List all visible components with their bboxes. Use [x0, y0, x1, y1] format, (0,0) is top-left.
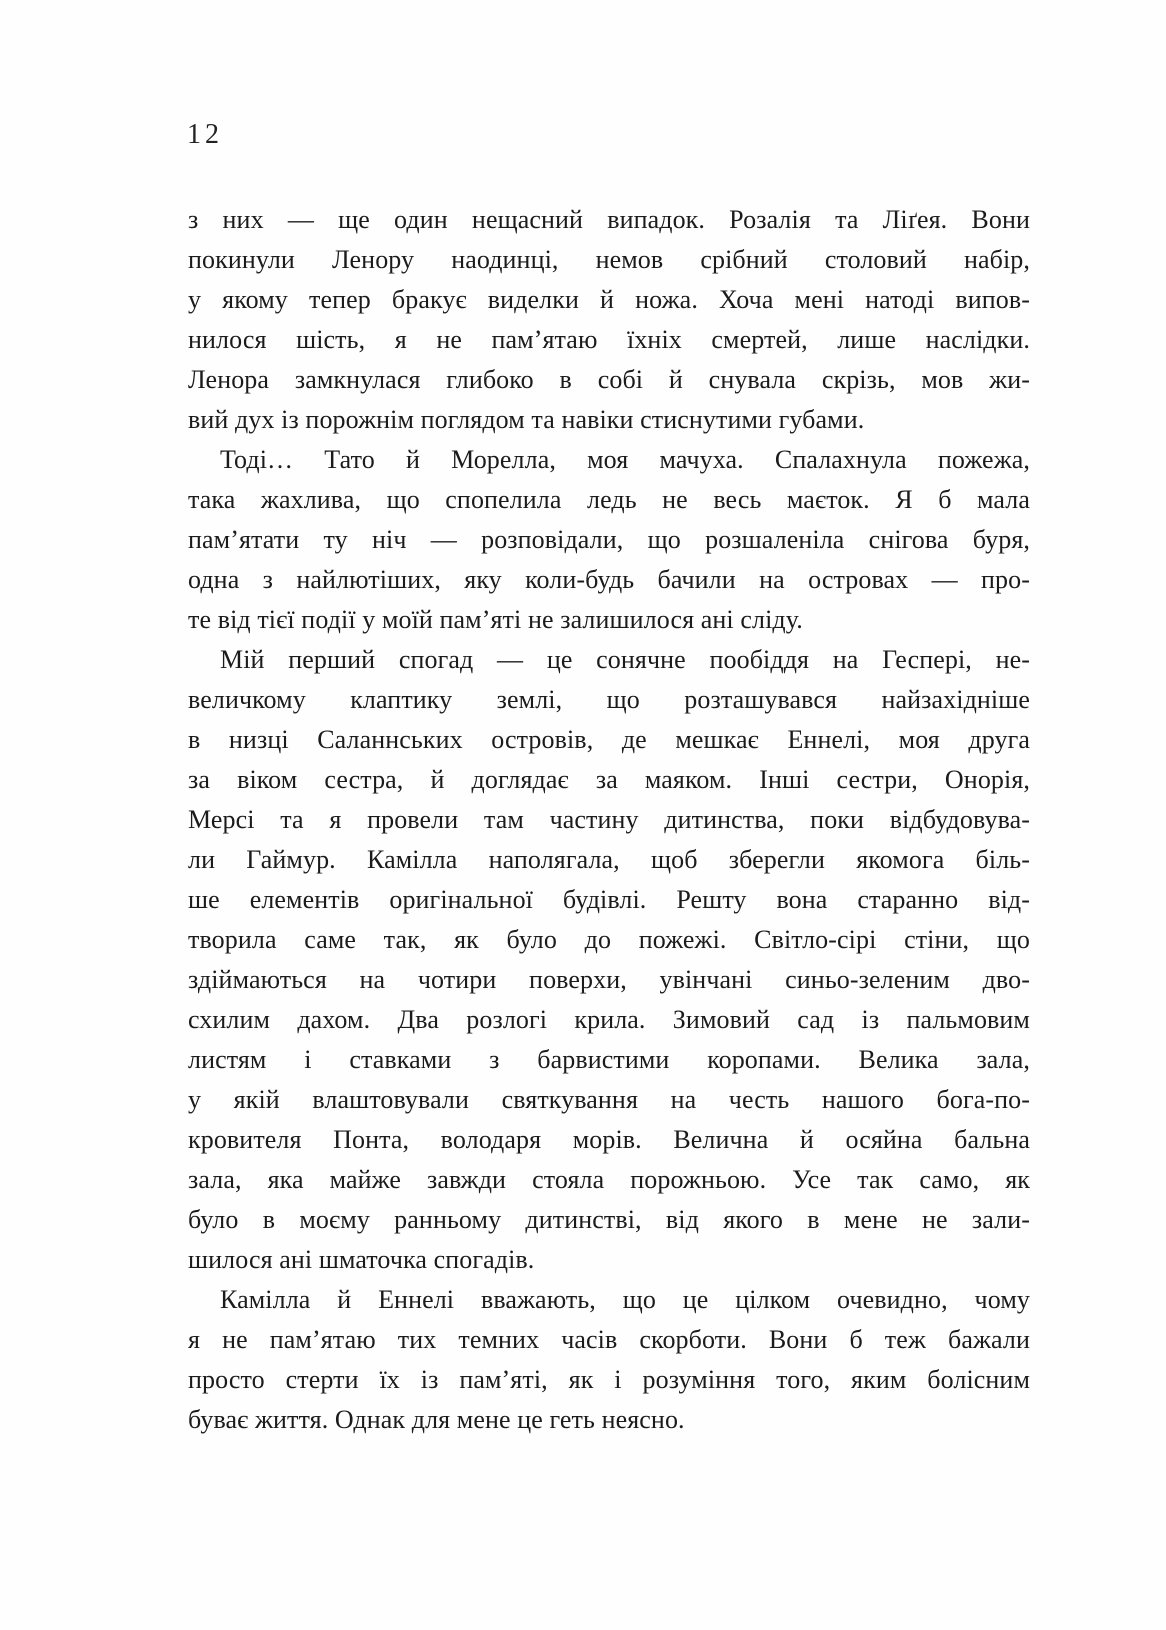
- text-line: те від тієї події у моїй пам’яті не залишилося ані сліду.: [188, 605, 803, 634]
- text-line: Камілла й Еннелі вважають, що це цілком очевидно, чому: [220, 1285, 1030, 1314]
- text-line: в низці Саланнських островів, де мешкає Еннелі, моя друга: [188, 725, 1030, 754]
- text-line: Ленора замкнулася глибоко в собі й снувала скрізь, мов жи-: [188, 365, 1030, 394]
- text-line: Мерсі та я провели там частину дитинства, поки відбудовува-: [188, 805, 1030, 834]
- paragraph: [188, 440, 1030, 640]
- paragraph: [188, 200, 1030, 440]
- text-block: [188, 200, 1030, 1440]
- text-line: просто стерти їх із пам’яті, як і розуміння того, яким болісним: [188, 1365, 1030, 1394]
- text-line: буває життя. Однак для мене це геть неясно.: [188, 1405, 685, 1434]
- text-line: творила саме так, як було до пожежі. Світло-сірі стіни, що: [188, 925, 1030, 954]
- text-line: така жахлива, що спопелила ледь не весь маєток. Я б мала: [188, 485, 1030, 514]
- text-line: листям і ставками з барвистими коропами. Велика зала,: [188, 1045, 1030, 1074]
- text-line: у якому тепер бракує виделки й ножа. Хоча мені натоді випов-: [188, 285, 1030, 314]
- text-line: схилим дахом. Два розлогі крила. Зимовий сад із пальмовим: [188, 1005, 1030, 1034]
- text-line: вий дух із порожнім поглядом та навіки стиснутими губами.: [188, 405, 865, 434]
- text-line: за віком сестра, й доглядає за маяком. Інші сестри, Онорія,: [188, 765, 1030, 794]
- text-line: зала, яка майже завжди стояла порожньою. Усе так само, як: [188, 1165, 1030, 1194]
- text-line: покинули Ленору наодинці, немов срібний столовий набір,: [188, 245, 1030, 274]
- text-line: з них — ще один нещасний випадок. Розалія та Ліґея. Вони: [188, 205, 1030, 234]
- text-line: пам’ятати ту ніч — розповідали, що розшаленіла снігова буря,: [188, 525, 1030, 554]
- text-line: Тоді… Тато й Морелла, моя мачуха. Спалахнула пожежа,: [220, 445, 1030, 474]
- text-line: нилося шість, я не пам’ятаю їхніх смертей, лише наслідки.: [188, 325, 1030, 354]
- paragraph: [188, 640, 1030, 1280]
- text-line: шилося ані шматочка спогадів.: [188, 1245, 535, 1274]
- page-number: 12: [187, 119, 223, 150]
- text-line: Мій перший спогад — це сонячне пообіддя на Геспері, не-: [220, 645, 1030, 674]
- text-line: кровителя Понта, володаря морів. Велична й осяйна бальна: [188, 1125, 1030, 1154]
- text-line: ли Гаймур. Камілла наполягала, щоб зберегли якомога біль-: [188, 845, 1030, 874]
- text-line: було в моєму ранньому дитинстві, від якого в мене не зали-: [188, 1205, 1030, 1234]
- paragraph: [188, 1280, 1030, 1440]
- text-line: здіймаються на чотири поверхи, увінчані синьо-зеленим дво-: [188, 965, 1030, 994]
- text-line: величкому клаптику землі, що розташувався найзахідніше: [188, 685, 1030, 714]
- text-line: я не пам’ятаю тих темних часів скорботи. Вони б теж бажали: [188, 1325, 1030, 1354]
- text-line: одна з найлютіших, яку коли-будь бачили на островах — про-: [188, 565, 1030, 594]
- text-line: ше елементів оригінальної будівлі. Решту вона старанно від-: [188, 885, 1030, 914]
- text-line: у якій влаштовували святкування на честь нашого бога-по-: [188, 1085, 1030, 1114]
